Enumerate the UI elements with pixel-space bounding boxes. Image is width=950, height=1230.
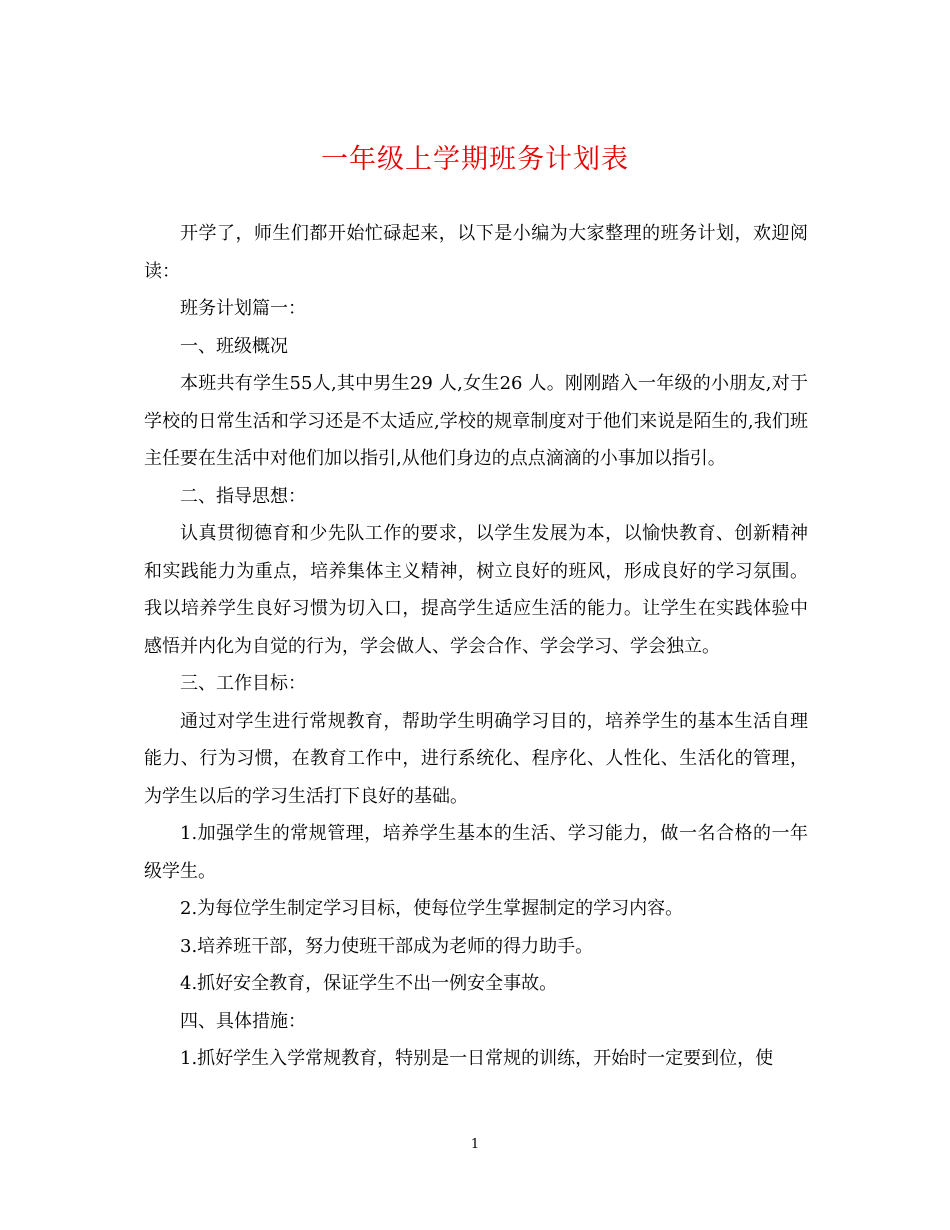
section-heading-measures: 四、具体措施： (180, 1010, 306, 1032)
guiding-idea-paragraph: 认真贯彻德育和少先队工作的要求，以学生发展为本，以愉快教育、创新精神和实践能力为重点，培养集体主义精神，树立良好的班风，形成良好的学习氛围。我以培养学生良好习惯为切入口，提高学生适应生活的能力。让学生在实践体验中感悟并内化为自觉的行为，学会做人、学会合作、学会学习、学会独立。 (144, 523, 808, 657)
goal-item-2: 2.为每位学生制定学习目标，使每位学生掌握制定的学习内容。 (180, 898, 684, 919)
document-title: 一年级上学期班务计划表 (321, 144, 629, 175)
goals-paragraph: 通过对学生进行常规教育，帮助学生明确学习目的，培养学生的基本生活自理能力、行为习惯，在教育工作中，进行系统化、程序化、人性化、生活化的管理，为学生以后的学习生活打下良好的基础。 (144, 710, 808, 807)
page-number: 1 (470, 1137, 480, 1152)
section-heading-class-overview: 一、班级概况 (180, 335, 288, 357)
measure-item-1: 1.抓好学生入学常规教育，特别是一日常规的训练，开始时一定要到位，使 (180, 1048, 774, 1069)
section-heading-guiding-idea: 二、指导思想： (180, 485, 306, 507)
plan-heading: 班务计划篇一： (180, 298, 306, 319)
class-overview-paragraph: 本班共有学生55人,其中男生29 人,女生26 人。刚刚踏入一年级的小朋友,对于学校的日常生活和学习还是不太适应,学校的规章制度对于他们来说是陌生的,我们班主任要在生活中对他们加以指引,从他们身边的点点滴滴的小事加以指引。 (144, 373, 808, 469)
goal-item-4: 4.抓好安全教育，保证学生不出一例安全事故。 (180, 973, 558, 994)
goal-item-3: 3.培养班干部，努力使班干部成为老师的得力助手。 (180, 935, 594, 957)
intro-paragraph: 开学了，师生们都开始忙碌起来，以下是小编为大家整理的班务计划，欢迎阅读： (144, 223, 808, 282)
section-heading-goals: 三、工作目标： (180, 673, 306, 694)
goal-item-1: 1.加强学生的常规管理，培养学生基本的生活、学习能力，做一名合格的一年级学生。 (144, 823, 808, 882)
document-body (144, 215, 808, 1078)
